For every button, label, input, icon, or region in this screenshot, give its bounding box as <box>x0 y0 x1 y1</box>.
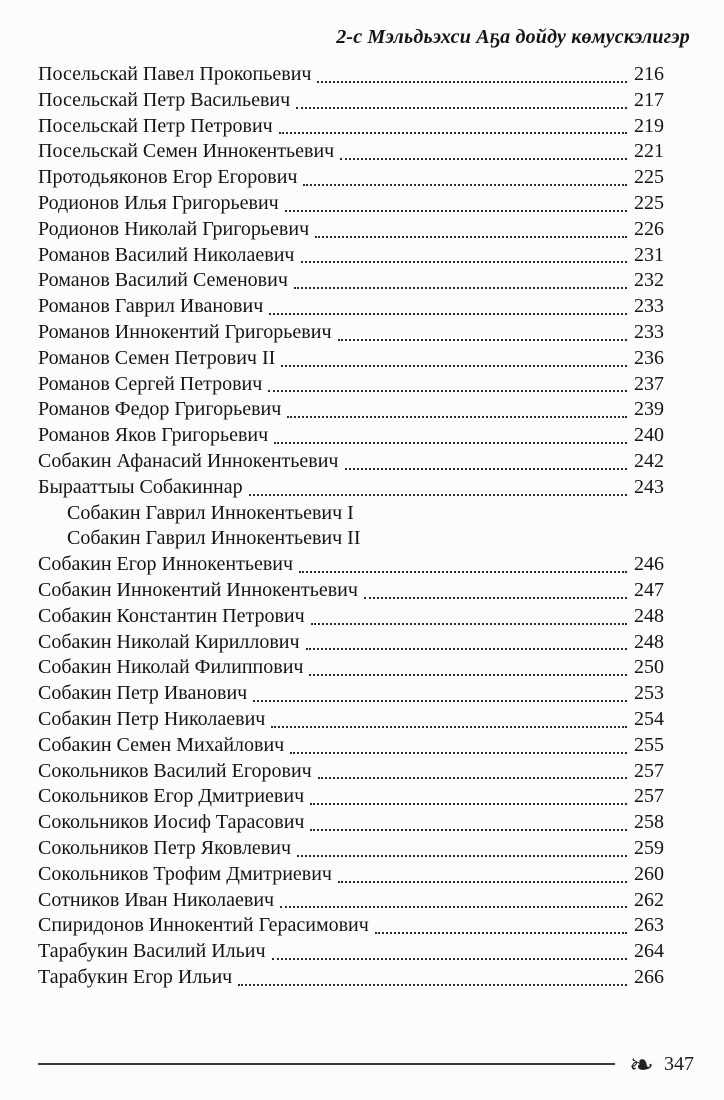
dot-leader <box>274 442 627 444</box>
entry-name: Собакин Николай Кириллович <box>38 630 300 653</box>
entry-name: Сокольников Егор Дмитриевич <box>38 785 305 808</box>
dot-leader <box>290 752 627 754</box>
toc-entry <box>38 501 664 527</box>
dot-leader <box>294 287 627 289</box>
toc-entry <box>38 578 664 604</box>
entry-name: Романов Федор Григорьевич <box>38 398 282 421</box>
toc-entry <box>38 294 664 320</box>
entry-name: Тарабукин Егор Ильич <box>38 965 233 988</box>
toc-entry <box>38 913 664 939</box>
toc-entry <box>38 397 664 423</box>
entry-page-number: 257 <box>634 785 664 808</box>
entry-name: Сокольников Трофим Дмитриевич <box>38 862 332 885</box>
entry-name: Родионов Николай Григорьевич <box>38 217 310 240</box>
dot-leader <box>364 597 627 599</box>
toc-entry <box>38 372 664 398</box>
toc-entry <box>38 114 664 140</box>
entry-name: Собакин Егор Иннокентьевич <box>38 553 294 576</box>
entry-name: Собакин Иннокентий Иннокентьевич <box>38 578 358 601</box>
toc-entry <box>38 552 664 578</box>
toc-entry <box>38 707 664 733</box>
entry-name: Романов Василий Николаевич <box>38 243 295 266</box>
entry-name: Романов Гаврил Иванович <box>38 295 264 318</box>
dot-leader <box>338 339 628 341</box>
entry-page-number: 248 <box>634 604 664 627</box>
dot-leader <box>238 984 627 986</box>
fleuron-ornament-icon: ❧ <box>628 1049 654 1082</box>
entry-name: Собакин Николай Филиппович <box>38 656 304 679</box>
toc-entry <box>38 165 664 191</box>
toc-entry <box>38 475 664 501</box>
dot-leader <box>375 932 627 934</box>
dot-leader <box>279 132 627 134</box>
entry-name: Тарабукин Василий Ильич <box>38 940 266 963</box>
entry-name: Сокольников Василий Егорович <box>38 759 312 782</box>
entry-name: Собакин Константин Петрович <box>38 604 305 627</box>
toc-entry <box>38 449 664 475</box>
entry-name: Собакин Гаврил Иннокентьевич I <box>67 501 354 524</box>
entry-page-number: 217 <box>634 88 664 111</box>
toc-entry <box>38 836 664 862</box>
toc-entry <box>38 526 664 552</box>
entry-name: Посельскай Семен Иннокентьевич <box>38 140 335 163</box>
toc-entry <box>38 630 664 656</box>
entry-page-number: 248 <box>634 630 664 653</box>
entry-name: Протодьяконов Егор Егорович <box>38 166 298 189</box>
entry-name: Сокольников Иосиф Тарасович <box>38 811 305 834</box>
entry-name: Посельскай Павел Прокопьевич <box>38 63 312 85</box>
entry-page-number: 254 <box>634 707 664 730</box>
entry-page-number: 262 <box>634 888 664 911</box>
entry-page-number: 233 <box>634 320 664 343</box>
dot-leader <box>345 468 628 470</box>
toc-entry <box>38 939 664 965</box>
entry-page-number: 263 <box>634 914 664 937</box>
toc-entry <box>38 965 664 991</box>
running-head: 2-с Мэльдьэхси Аҕа дойду көмускэлигэр <box>336 26 690 48</box>
toc-entry <box>38 62 664 88</box>
entry-name: Романов Семен Петрович II <box>38 346 276 369</box>
dot-leader <box>280 906 627 908</box>
page-footer <box>38 1042 694 1086</box>
entry-name: Посельскай Петр Васильевич <box>38 88 291 111</box>
footer-rule <box>38 1063 615 1065</box>
entry-page-number: 225 <box>634 191 664 214</box>
dot-leader <box>269 313 627 315</box>
entry-page-number: 216 <box>634 63 664 85</box>
toc-entry <box>38 681 664 707</box>
entry-name: Романов Иннокентий Григорьевич <box>38 320 332 343</box>
entry-page-number: 266 <box>634 965 664 988</box>
toc-entry <box>38 810 664 836</box>
toc-entry <box>38 423 664 449</box>
entry-page-number: 231 <box>634 243 664 266</box>
dot-leader <box>271 726 627 728</box>
entry-name: Собакин Петр Иванович <box>38 682 248 705</box>
toc-entry <box>38 88 664 114</box>
entry-page-number: 250 <box>634 656 664 679</box>
entry-page-number: 253 <box>634 682 664 705</box>
dot-leader <box>311 623 627 625</box>
toc-entry <box>38 733 664 759</box>
entry-name: Посельскай Петр Петрович <box>38 114 273 137</box>
toc-entry <box>38 139 664 165</box>
toc-entry <box>38 784 664 810</box>
toc-entry <box>38 191 664 217</box>
dot-leader <box>297 855 627 857</box>
entry-page-number: 233 <box>634 295 664 318</box>
entry-page-number: 221 <box>634 140 664 163</box>
dot-leader <box>306 648 627 650</box>
entry-name: Спиридонов Иннокентий Герасимович <box>38 914 369 937</box>
toc-entry <box>38 268 664 294</box>
dot-leader <box>309 674 627 676</box>
dot-leader <box>287 416 627 418</box>
entry-name: Родионов Илья Григорьевич <box>38 191 279 214</box>
dot-leader <box>253 700 627 702</box>
entry-name: Романов Сергей Петрович <box>38 372 263 395</box>
dot-leader <box>317 81 627 83</box>
entry-name: Сотников Иван Николаевич <box>38 888 275 911</box>
toc-entry <box>38 759 664 785</box>
dot-leader <box>310 803 627 805</box>
entry-page-number: 243 <box>634 475 664 498</box>
entry-page-number: 258 <box>634 811 664 834</box>
entry-page-number: 237 <box>634 372 664 395</box>
toc-entry <box>38 217 664 243</box>
entry-page-number: 225 <box>634 166 664 189</box>
entry-page-number: 260 <box>634 862 664 885</box>
entry-page-number: 264 <box>634 940 664 963</box>
toc-entry <box>38 604 664 630</box>
entry-name: Бырааттыы Собакиннар <box>38 475 243 498</box>
toc-entry <box>38 655 664 681</box>
dot-leader <box>315 236 627 238</box>
toc-entry <box>38 862 664 888</box>
entry-page-number: 236 <box>634 346 664 369</box>
toc-entry <box>38 346 664 372</box>
entry-page-number: 246 <box>634 553 664 576</box>
dot-leader <box>272 958 628 960</box>
entry-page-number: 226 <box>634 217 664 240</box>
entry-page-number: 239 <box>634 398 664 421</box>
entry-page-number: 257 <box>634 759 664 782</box>
dot-leader <box>281 365 627 367</box>
dot-leader <box>301 261 628 263</box>
entry-name: Собакин Петр Николаевич <box>38 707 266 730</box>
dot-leader <box>296 107 627 109</box>
entry-page-number: 232 <box>634 269 664 292</box>
dot-leader <box>303 184 627 186</box>
entry-page-number: 247 <box>634 578 664 601</box>
dot-leader <box>299 571 627 573</box>
entry-name: Романов Василий Семенович <box>38 269 288 292</box>
entry-name: Собакин Афанасий Иннокентьевич <box>38 449 339 472</box>
dot-leader <box>338 881 627 883</box>
dot-leader <box>340 158 627 160</box>
entry-page-number: 242 <box>634 449 664 472</box>
entry-name: Собакин Гаврил Иннокентьевич II <box>67 527 361 550</box>
toc-entry <box>38 320 664 346</box>
dot-leader <box>285 210 627 212</box>
entry-page-number: 259 <box>634 836 664 859</box>
entry-name: Собакин Семен Михайлович <box>38 733 285 756</box>
dot-leader <box>249 494 627 496</box>
folio-page-number: 347 <box>664 1052 694 1075</box>
entry-page-number: 240 <box>634 424 664 447</box>
entry-page-number: 219 <box>634 114 664 137</box>
toc-entry <box>38 243 664 269</box>
toc-entry <box>38 888 664 914</box>
entry-page-number: 255 <box>634 733 664 756</box>
entry-name: Сокольников Петр Яковлевич <box>38 836 292 859</box>
toc-list <box>38 62 664 991</box>
dot-leader <box>268 390 627 392</box>
entry-name: Романов Яков Григорьевич <box>38 424 269 447</box>
dot-leader <box>318 777 627 779</box>
dot-leader <box>310 829 627 831</box>
